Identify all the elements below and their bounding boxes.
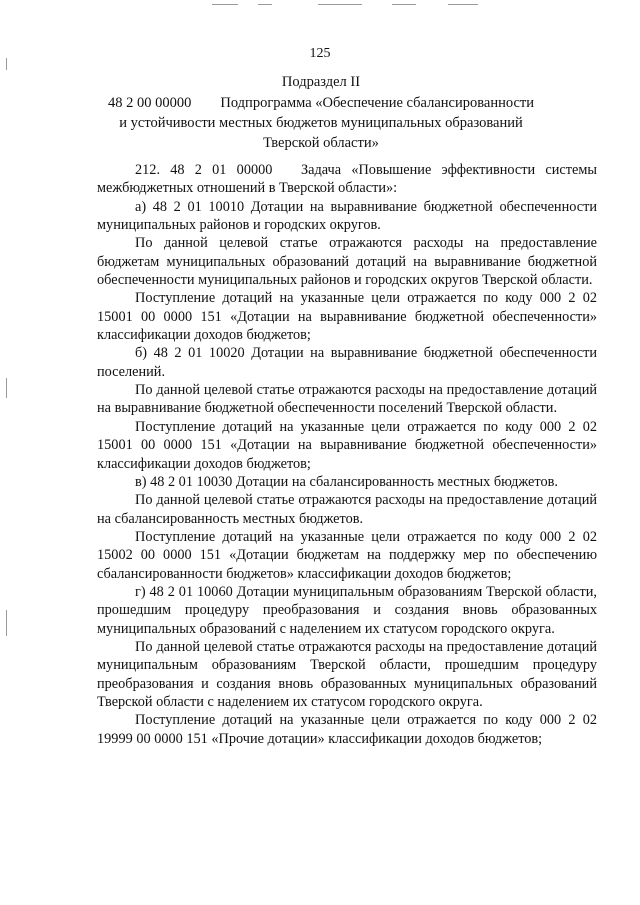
scan-artifact-top-5: [448, 4, 478, 5]
scan-artifact-left-3: [6, 610, 7, 636]
scan-artifact-top-4: [392, 4, 416, 5]
item-a-description: По данной целевой статье отражаются расходы на предоставление бюджетам муниципальных образований дотаций на выравнивание бюджетной обеспеченности муниципальных районов и городских округов Тверской области.: [97, 235, 597, 289]
item-d-description: По данной целевой статье отражаются расходы на предоставление дотаций муниципальным образованиям Тверской области, прошедшим процедуру преобразования и создания вновь образованных муниципальных образований Тверской области с наделением их статусом городского округа.: [97, 638, 597, 710]
item-b-revenue-code: Поступление дотаций на указанные цели отражается по коду 000 2 02 15001 00 0000 151 «Дотации на выравнивание бюджетной обеспеченности» классификации доходов бюджетов;: [97, 418, 597, 472]
scan-artifact-top-2: [258, 4, 272, 5]
scan-artifact-top-3: [318, 4, 362, 5]
document-body: [97, 161, 597, 748]
item-b-description: По данной целевой статье отражаются расходы на предоставление дотаций на выравнивание бюджетной обеспеченности поселений Тверской области.: [97, 382, 597, 417]
subprogram-heading: 48 2 00 00000 Подпрограмма «Обеспечение сбалансированности и устойчивости местных бюджетов муниципальных образований Тверской области»: [108, 95, 534, 151]
item-a-title: а) 48 2 01 10010 Дотации на выравнивание бюджетной обеспеченности муниципальных районов и городских округов.: [97, 198, 597, 234]
item-b-title: б) 48 2 01 10020 Дотации на выравнивание бюджетной обеспеченности поселений.: [97, 345, 597, 380]
item-d-title: г) 48 2 01 10060 Дотации муниципальным образованиям Тверской области, прошедшим процедуру преобразования и создания вновь образованных муниципальных образований с наделением их статусом городского округа.: [97, 583, 597, 637]
page-number: 125: [309, 46, 331, 61]
scan-artifact-left-2: [6, 378, 7, 398]
item-c-revenue-code: Поступление дотаций на указанные цели отражается по коду 000 2 02 15002 00 0000 151 «Дотации бюджетам на поддержку мер по обеспечению сбалансированности бюджетов» классификации доходов бюджетов;: [97, 528, 597, 582]
item-c-description: По данной целевой статье отражаются расходы на предоставление дотаций на сбалансированность местных бюджетов.: [97, 492, 597, 527]
item-c-title: в) 48 2 01 10030 Дотации на сбалансированность местных бюджетов.: [135, 473, 558, 490]
item-d-revenue-code: Поступление дотаций на указанные цели отражается по коду 000 2 02 19999 00 0000 151 «Прочие дотации» классификации доходов бюджетов;: [97, 712, 597, 747]
scan-artifact-top-1: [212, 4, 238, 5]
item-a-revenue-code: Поступление дотаций на указанные цели отражается по коду 000 2 02 15001 00 0000 151 «Дотации на выравнивание бюджетной обеспеченности» классификации доходов бюджетов;: [97, 290, 597, 344]
task-paragraph: 212. 48 2 01 00000 Задача «Повышение эффективности системы межбюджетных отношений в Тверской области»:: [97, 162, 597, 197]
subsection-heading: Подраздел II: [281, 74, 361, 90]
